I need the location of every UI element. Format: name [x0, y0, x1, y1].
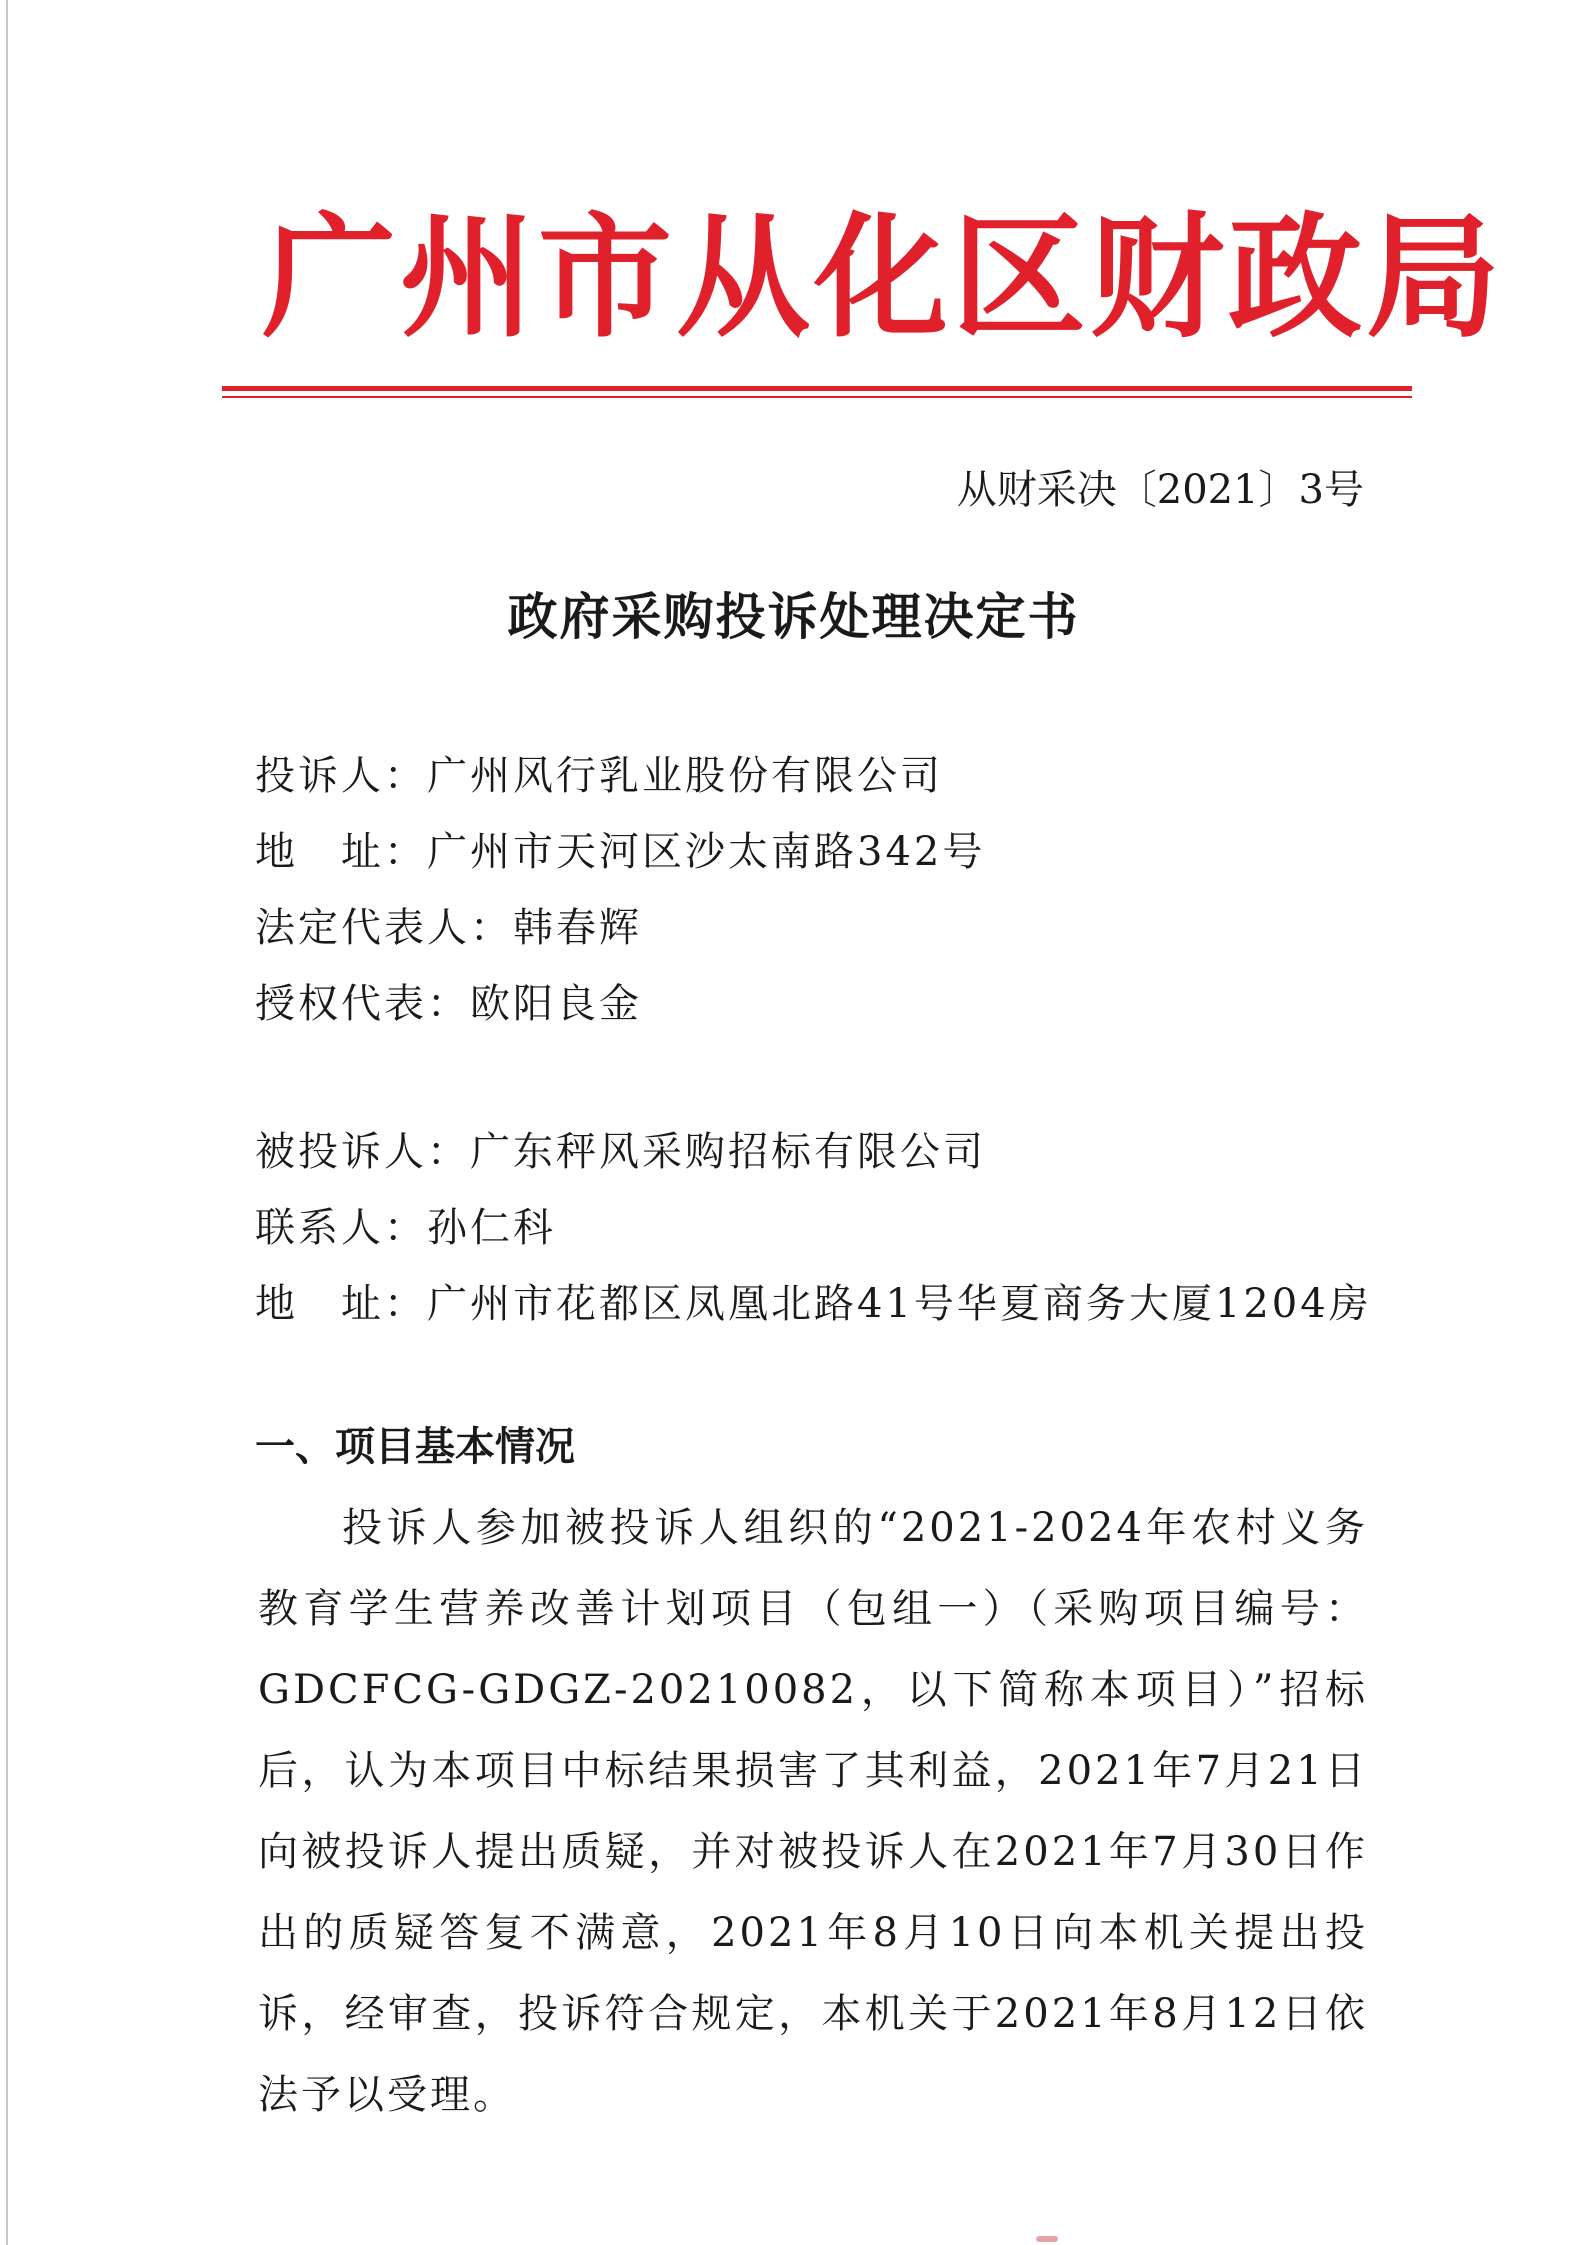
document-number: 从财采决〔2021〕3号	[956, 467, 1364, 513]
letterhead-divider-thin	[222, 396, 1412, 398]
letterhead-divider-thick	[222, 386, 1412, 391]
complainant-authorized-rep-label: 授权代表：	[255, 981, 470, 1027]
respondent-info	[255, 1114, 1372, 1342]
letterhead-title: 广州市从化区财政局	[262, 200, 1505, 356]
respondent-name-line	[255, 1114, 1365, 1190]
seal-fragment	[1036, 2236, 1058, 2242]
complainant-legal-rep-line	[255, 890, 1365, 966]
document-title: 政府采购投诉处理决定书	[507, 587, 1080, 646]
respondent-name-label: 被投诉人：	[255, 1129, 470, 1175]
complainant-address-label: 地 址：	[255, 829, 427, 875]
complainant-authorized-rep-line	[255, 966, 1365, 1042]
complainant-address: 广州市天河区沙太南路342号	[427, 829, 986, 875]
complainant-legal-rep: 韩春辉	[513, 905, 642, 951]
scan-edge-line	[6, 0, 8, 2245]
respondent-contact-label: 联系人：	[255, 1205, 427, 1251]
respondent-contact: 孙仁科	[427, 1205, 556, 1251]
respondent-contact-line	[255, 1190, 1365, 1266]
complainant-name-line	[255, 738, 1365, 814]
complainant-address-line	[255, 814, 1365, 890]
section-heading-project-overview: 一、项目基本情况	[255, 1424, 575, 1470]
section-paragraph: 投诉人参加被投诉人组织的“2021-2024年农村义务教育学生营养改善计划项目（包组一）（采购项目编号：GDCFCG-GDGZ-20210082，以下简称本项目）”招标后，认为本项目中标结果损害了其利益，2021年7月21日向被投诉人提出质疑，并对被投诉人在2021年7月30日作出的质疑答复不满意，2021年8月10日向本机关提出投诉，经审查，投诉符合规定，本机关于2021年8月12日依法予以受理。	[258, 1505, 1368, 2118]
respondent-name: 广东秤风采购招标有限公司	[470, 1129, 986, 1175]
complainant-info	[255, 738, 1365, 1042]
complainant-name: 广州风行乳业股份有限公司	[427, 753, 943, 799]
respondent-address: 广州市花都区凤凰北路41号华夏商务大厦1204房	[427, 1281, 1372, 1327]
complainant-name-label: 投诉人：	[255, 753, 427, 799]
complainant-legal-rep-label: 法定代表人：	[255, 905, 513, 951]
respondent-address-line	[255, 1266, 1372, 1342]
respondent-address-label: 地 址：	[255, 1281, 427, 1327]
complainant-authorized-rep: 欧阳良金	[470, 981, 642, 1027]
